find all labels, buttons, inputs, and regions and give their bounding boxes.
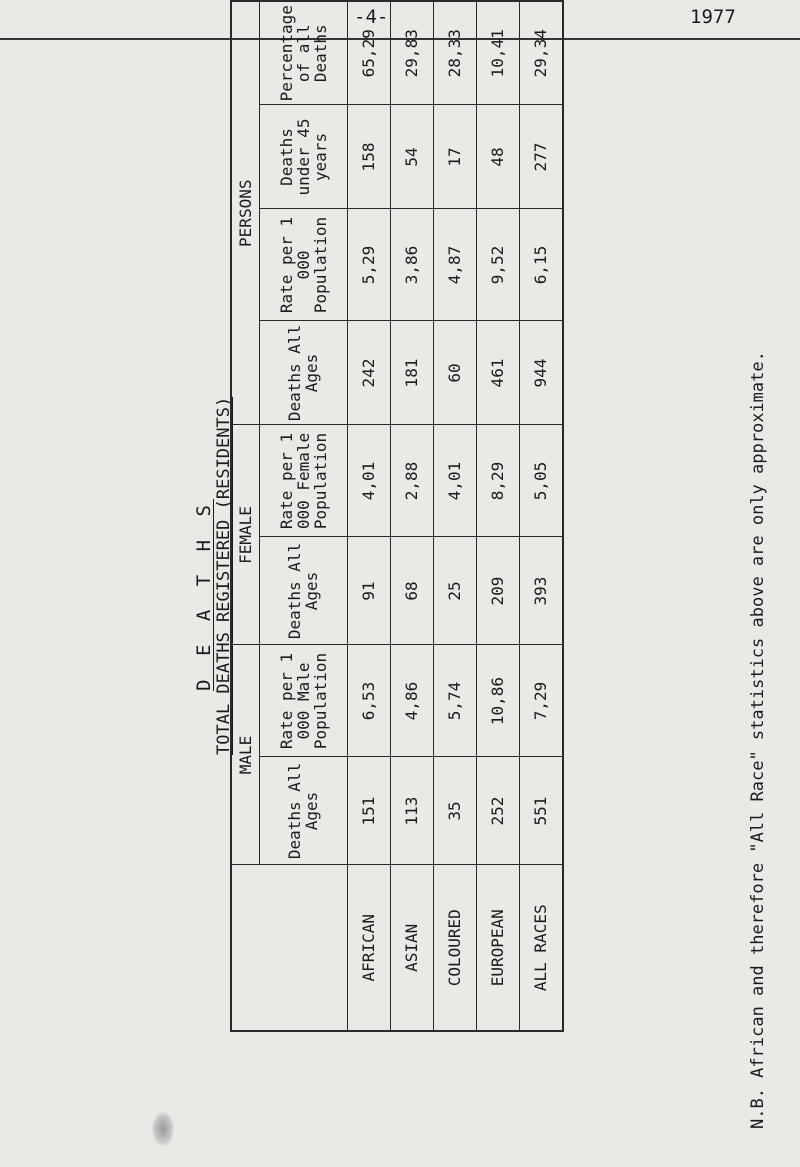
col-male-rate: Rate per 1 000 Male Population bbox=[259, 645, 347, 757]
table-row bbox=[433, 1, 476, 1031]
col-persons-under45: Deaths under 45 years bbox=[259, 105, 347, 209]
cell-male-deaths: 113 bbox=[390, 757, 433, 865]
cell-persons-rate: 3,86 bbox=[390, 209, 433, 321]
table-row bbox=[347, 1, 390, 1031]
cell-female-deaths: 209 bbox=[476, 537, 519, 645]
row-label: ALL RACES bbox=[519, 865, 563, 1031]
cell-female-deaths: 91 bbox=[347, 537, 390, 645]
cell-persons-rate: 5,29 bbox=[347, 209, 390, 321]
row-label: AFRICAN bbox=[347, 865, 390, 1031]
cell-persons-pct: 28,33 bbox=[433, 1, 476, 105]
cell-female-rate: 2,88 bbox=[390, 425, 433, 537]
row-label: COLOURED bbox=[433, 865, 476, 1031]
cell-persons-rate: 4,87 bbox=[433, 209, 476, 321]
cell-male-deaths: 151 bbox=[347, 757, 390, 865]
cell-persons-under45: 54 bbox=[390, 105, 433, 209]
cell-female-deaths: 25 bbox=[433, 537, 476, 645]
year-label: 1977 bbox=[690, 6, 736, 28]
group-male: MALE bbox=[231, 645, 259, 865]
group-female: FEMALE bbox=[231, 425, 259, 645]
cell-persons-deaths: 944 bbox=[519, 321, 563, 425]
cell-female-rate: 5,05 bbox=[519, 425, 563, 537]
cell-persons-pct: 29,83 bbox=[390, 1, 433, 105]
cell-female-rate: 4,01 bbox=[433, 425, 476, 537]
page-subtitle: TOTAL DEATHS REGISTERED (RESIDENTS) bbox=[214, 396, 234, 755]
col-female-rate: Rate per 1 000 Female Population bbox=[259, 425, 347, 537]
cell-male-rate: 4,86 bbox=[390, 645, 433, 757]
table-row bbox=[519, 1, 563, 1031]
cell-persons-under45: 48 bbox=[476, 105, 519, 209]
cell-male-rate: 10,86 bbox=[476, 645, 519, 757]
cell-persons-deaths: 181 bbox=[390, 321, 433, 425]
footnote: N.B. African and therefore "All Race" statistics above are only approximate. bbox=[748, 351, 768, 1129]
cell-male-rate: 7,29 bbox=[519, 645, 563, 757]
cell-persons-under45: 158 bbox=[347, 105, 390, 209]
cell-male-deaths: 551 bbox=[519, 757, 563, 865]
cell-male-rate: 6,53 bbox=[347, 645, 390, 757]
col-male-deaths: Deaths All Ages bbox=[259, 757, 347, 865]
cell-male-deaths: 252 bbox=[476, 757, 519, 865]
cell-female-deaths: 68 bbox=[390, 537, 433, 645]
cell-persons-pct: 10,41 bbox=[476, 1, 519, 105]
deaths-table bbox=[230, 0, 564, 1032]
cell-persons-under45: 17 bbox=[433, 105, 476, 209]
row-label: EUROPEAN bbox=[476, 865, 519, 1031]
page-number: -4- bbox=[354, 6, 389, 28]
cell-persons-pct: 65,29 bbox=[347, 1, 390, 105]
group-persons: PERSONS bbox=[231, 1, 259, 425]
row-label: ASIAN bbox=[390, 865, 433, 1031]
col-persons-rate: Rate per 1 000 Population bbox=[259, 209, 347, 321]
table-row bbox=[390, 1, 433, 1031]
cell-persons-deaths: 60 bbox=[433, 321, 476, 425]
cell-female-deaths: 393 bbox=[519, 537, 563, 645]
cell-male-deaths: 35 bbox=[433, 757, 476, 865]
cell-persons-rate: 9,52 bbox=[476, 209, 519, 321]
cell-female-rate: 8,29 bbox=[476, 425, 519, 537]
cell-male-rate: 5,74 bbox=[433, 645, 476, 757]
col-persons-pct: Percentage of all Deaths bbox=[259, 1, 347, 105]
cell-persons-deaths: 242 bbox=[347, 321, 390, 425]
col-persons-deaths: Deaths All Ages bbox=[259, 321, 347, 425]
cell-female-rate: 4,01 bbox=[347, 425, 390, 537]
table-row bbox=[476, 1, 519, 1031]
col-female-deaths: Deaths All Ages bbox=[259, 537, 347, 645]
cell-persons-deaths: 461 bbox=[476, 321, 519, 425]
cell-persons-under45: 277 bbox=[519, 105, 563, 209]
cell-persons-rate: 6,15 bbox=[519, 209, 563, 321]
cell-persons-pct: 29,34 bbox=[519, 1, 563, 105]
corner-cell bbox=[231, 865, 347, 1031]
page-title: D E A T H S bbox=[193, 499, 215, 691]
